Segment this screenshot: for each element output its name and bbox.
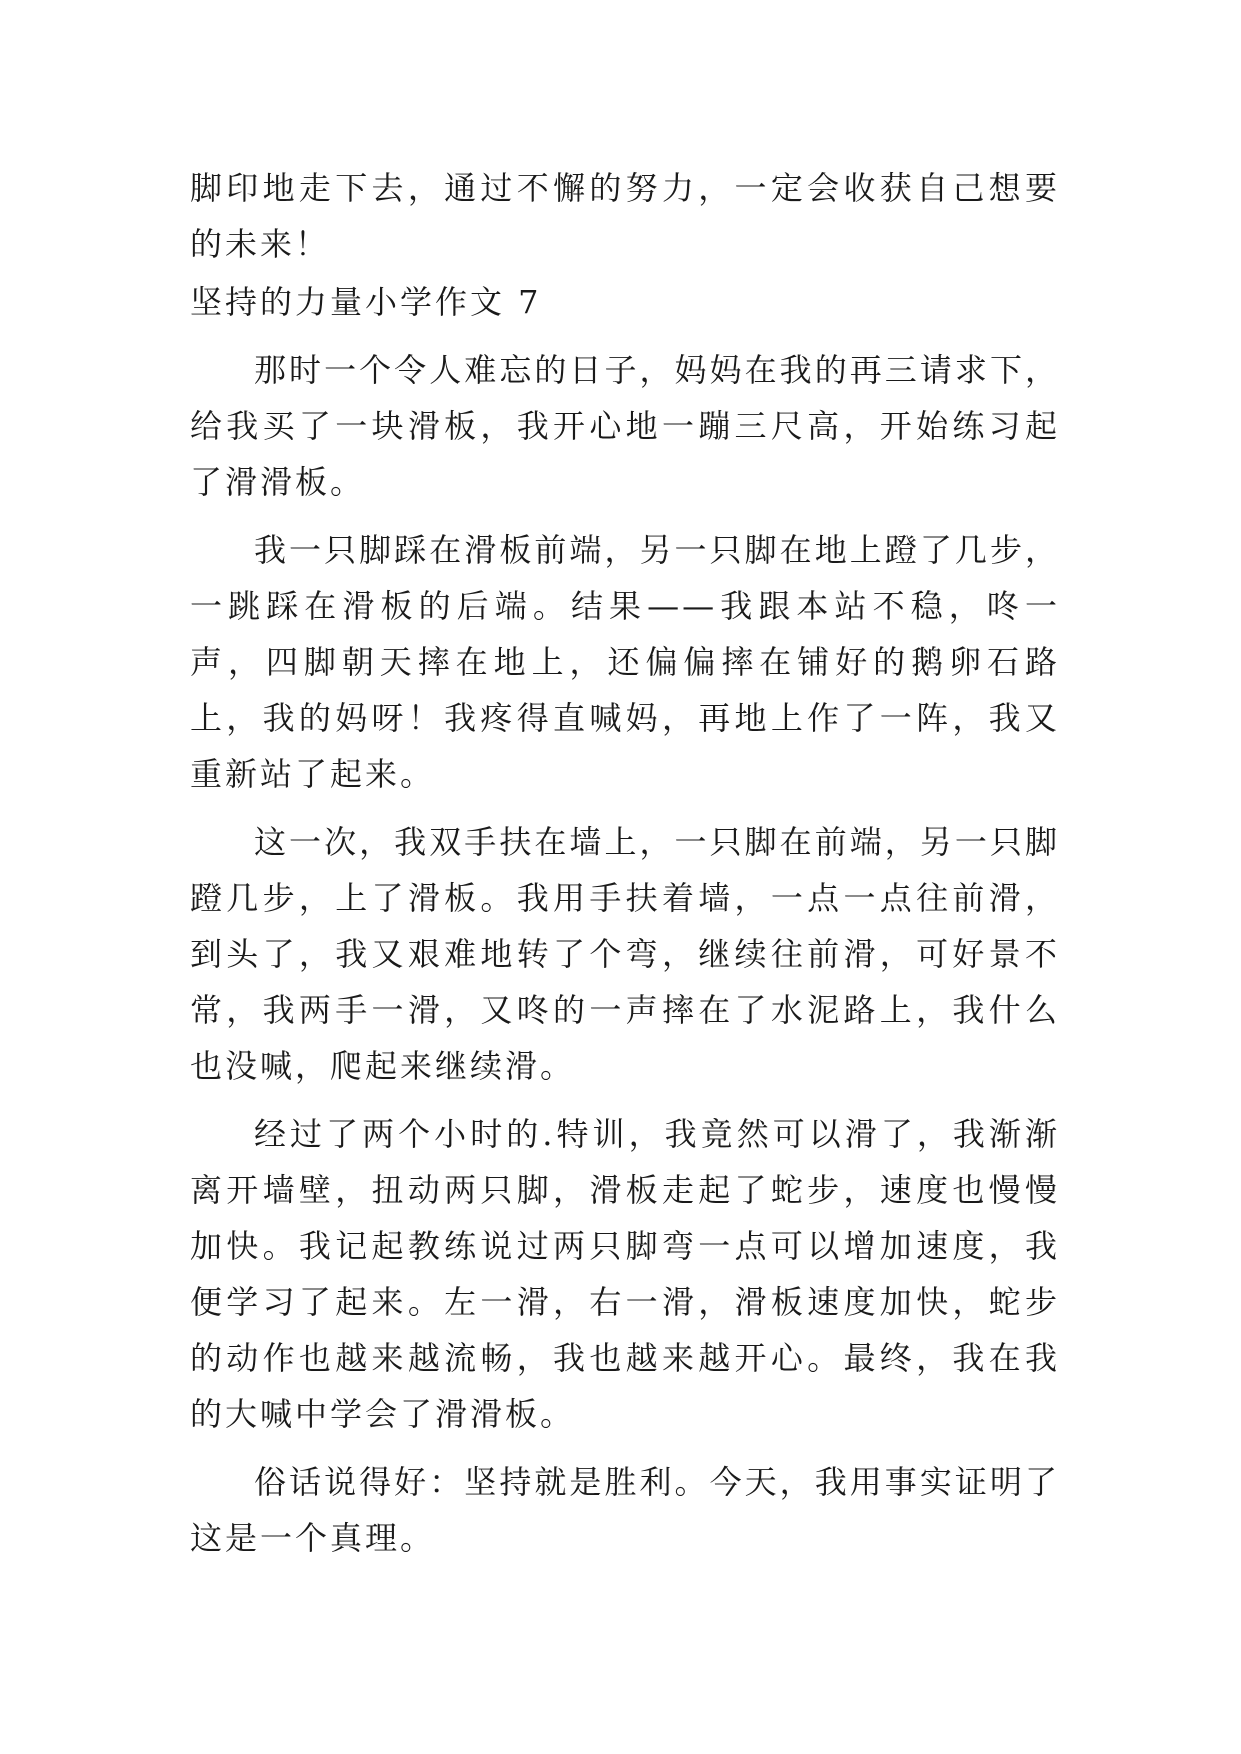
continuation-paragraph: 脚印地走下去，通过不懈的努力，一定会收获自己想要的未来！ <box>190 169 1060 263</box>
paragraph-2: 我一只脚踩在滑板前端，另一只脚在地上蹬了几步，一跳踩在滑板的后端。结果——我跟本站不稳，咚一声，四脚朝天摔在地上，还偏偏摔在铺好的鹅卵石路上，我的妈呀！我疼得直喊妈，再地上作了一阵，我又重新站了起来。 <box>190 531 1060 793</box>
paragraph-4: 经过了两个小时的.特训，我竟然可以滑了，我渐渐离开墙壁，扭动两只脚，滑板走起了蛇步，速度也慢慢加快。我记起教练说过两只脚弯一点可以增加速度，我便学习了起来。左一滑，右一滑，滑板速度加快，蛇步的动作也越来越流畅，我也越来越开心。最终，我在我的大喊中学会了滑滑板。 <box>190 1115 1060 1433</box>
essay-heading: 坚持的力量小学作文 7 <box>190 283 542 321</box>
paragraph-1: 那时一个令人难忘的日子，妈妈在我的再三请求下，给我买了一块滑板，我开心地一蹦三尺高，开始练习起了滑滑板。 <box>190 351 1060 501</box>
document-body <box>190 160 1060 1566</box>
paragraph-3: 这一次，我双手扶在墙上，一只脚在前端，另一只脚蹬几步，上了滑板。我用手扶着墙，一点一点往前滑，到头了，我又艰难地转了个弯，继续往前滑，可好景不常，我两手一滑，又咚的一声摔在了水泥路上，我什么也没喊，爬起来继续滑。 <box>190 823 1060 1085</box>
paragraph-5: 俗话说得好：坚持就是胜利。今天，我用事实证明了这是一个真理。 <box>190 1463 1060 1557</box>
